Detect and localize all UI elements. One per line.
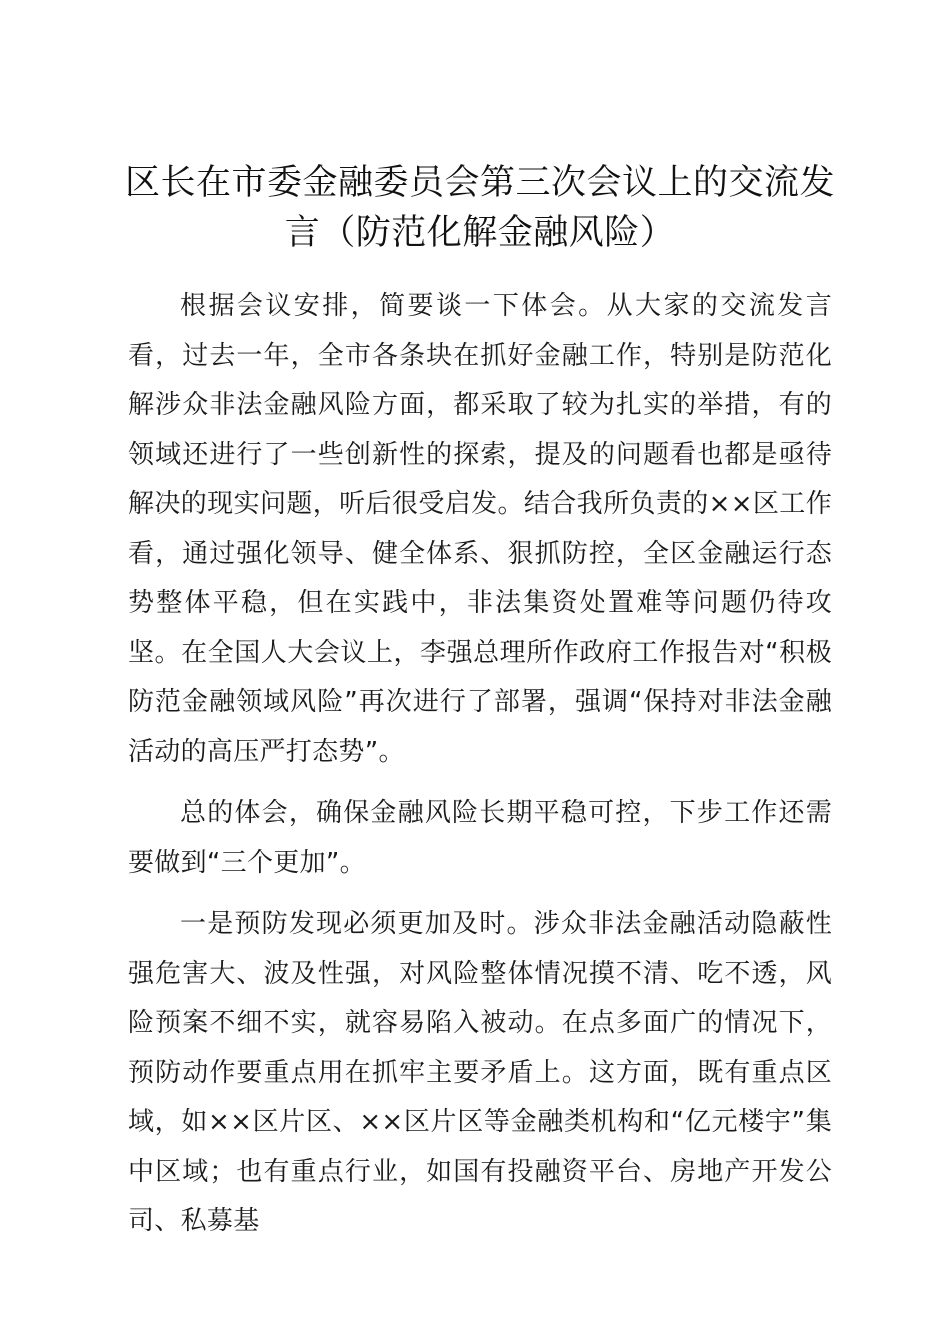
paragraph-point-one: 一是预防发现必须更加及时。涉众非法金融活动隐蔽性强危害大、波及性强，对风险整体情况摸不清、吃不透，风险预案不细不实，就容易陷入被动。在点多面广的情况下，预防动作要重点用在抓牢主要矛盾上。这方面，既有重点区域，如××区片区、××区片区等金融类机构和“亿元楼宇”集中区域；也有重点行业，如国有投融资平台、房地产开发公司、私募基	[128, 909, 832, 1236]
document-title: 区长在市委金融委员会第三次会议上的交流发言（防范化解金融风险）	[124, 163, 835, 253]
document-body	[128, 282, 832, 1259]
paragraph-summary: 总的体会，确保金融风险长期平稳可控，下步工作还需要做到“三个更加”。	[128, 798, 832, 878]
paragraph-intro: 根据会议安排，简要谈一下体会。从大家的交流发言看，过去一年，全市各条块在抓好金融工作，特别是防范化解涉众非法金融风险方面，都采取了较为扎实的举措，有的领域还进行了一些创新性的探索，提及的问题看也都是亟待解决的现实问题，听后很受启发。结合我所负责的××区工作看，通过强化领导、健全体系、狠抓防控，全区金融运行态势整体平稳，但在实践中，非法集资处置难等问题仍待攻坚。在全国人大会议上，李强总理所作政府工作报告对“积极防范金融领域风险”再次进行了部署，强调“保持对非法金融活动的高压严打态势”。	[128, 291, 832, 767]
